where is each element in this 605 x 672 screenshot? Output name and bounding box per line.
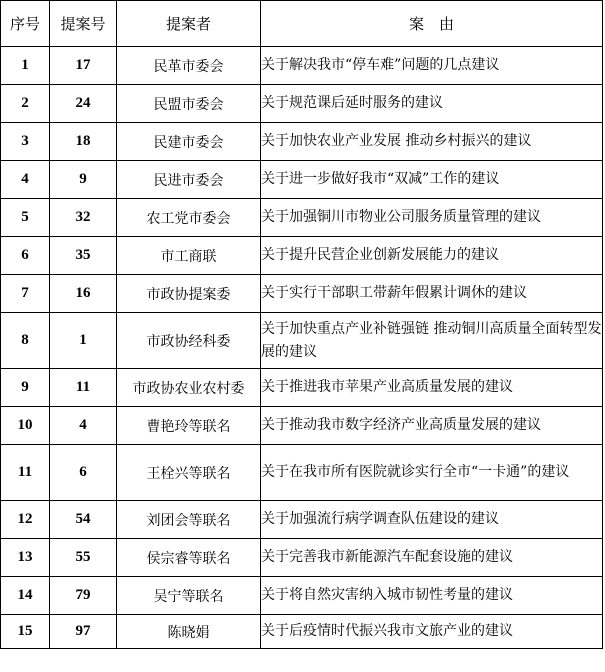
cell-subject: 关于完善我市新能源汽车配套设施的建议 [261,539,603,577]
cell-proposal-no: 6 [50,445,117,501]
cell-proposal-no: 17 [50,47,117,85]
table-row [1,123,603,161]
cell-proposal-no: 55 [50,539,117,577]
cell-subject: 关于实行干部职工带薪年假累计调休的建议 [261,275,603,313]
cell-proposer: 市政协农业农村委 [117,369,261,407]
cell-proposal-no: 16 [50,275,117,313]
table-row [1,199,603,237]
cell-proposer: 民盟市委会 [117,85,261,123]
cell-subject: 关于规范课后延时服务的建议 [261,85,603,123]
cell-proposal-no: 24 [50,85,117,123]
cell-proposer: 市政协提案委 [117,275,261,313]
table-row [1,313,603,369]
cell-seq: 6 [1,237,50,275]
table-row [1,539,603,577]
cell-proposal-no: 32 [50,199,117,237]
table-row [1,161,603,199]
cell-subject: 关于加强铜川市物业公司服务质量管理的建议 [261,199,603,237]
table-row [1,615,603,649]
cell-subject: 关于解决我市“停车难”问题的几点建议 [261,47,603,85]
table-row [1,577,603,615]
cell-proposal-no: 11 [50,369,117,407]
cell-subject: 关于加快农业产业发展 推动乡村振兴的建议 [261,123,603,161]
cell-subject: 关于加强流行病学调查队伍建设的建议 [261,501,603,539]
cell-proposer: 侯宗睿等联名 [117,539,261,577]
cell-seq: 15 [1,615,50,649]
cell-seq: 5 [1,199,50,237]
cell-proposer: 刘团会等联名 [117,501,261,539]
cell-seq: 11 [1,445,50,501]
cell-seq: 7 [1,275,50,313]
cell-subject: 关于进一步做好我市“双减”工作的建议 [261,161,603,199]
table-row [1,237,603,275]
cell-subject: 关于将自然灾害纳入城市韧性考量的建议 [261,577,603,615]
cell-seq: 13 [1,539,50,577]
cell-subject: 关于在我市所有医院就诊实行全市“一卡通”的建议 [261,445,603,501]
header-proposer: 提案者 [117,1,261,47]
cell-proposer: 民建市委会 [117,123,261,161]
header-seq: 序号 [1,1,50,47]
header-subject: 案 由 [261,1,603,47]
cell-subject: 关于加快重点产业补链强链 推动铜川高质量全面转型发展的建议 [261,313,603,369]
cell-proposer: 市工商联 [117,237,261,275]
table-row [1,369,603,407]
cell-proposal-no: 9 [50,161,117,199]
cell-proposer: 农工党市委会 [117,199,261,237]
cell-subject: 关于后疫情时代振兴我市文旅产业的建议 [261,615,603,649]
cell-seq: 3 [1,123,50,161]
table-row [1,85,603,123]
cell-seq: 9 [1,369,50,407]
table-row [1,501,603,539]
cell-proposer: 民革市委会 [117,47,261,85]
table-row [1,47,603,85]
cell-subject: 关于推动我市数字经济产业高质量发展的建议 [261,407,603,445]
cell-seq: 1 [1,47,50,85]
cell-proposer: 吴宁等联名 [117,577,261,615]
header-row [1,1,603,47]
cell-seq: 4 [1,161,50,199]
cell-proposer: 民进市委会 [117,161,261,199]
header-proposal-no: 提案号 [50,1,117,47]
table-row [1,445,603,501]
table-row [1,407,603,445]
cell-seq: 8 [1,313,50,369]
cell-proposal-no: 97 [50,615,117,649]
cell-seq: 2 [1,85,50,123]
table-row [1,275,603,313]
cell-proposal-no: 4 [50,407,117,445]
cell-seq: 14 [1,577,50,615]
cell-proposal-no: 35 [50,237,117,275]
cell-proposal-no: 18 [50,123,117,161]
cell-proposer: 市政协经科委 [117,313,261,369]
cell-seq: 10 [1,407,50,445]
cell-seq: 12 [1,501,50,539]
cell-proposal-no: 79 [50,577,117,615]
cell-subject: 关于推进我市苹果产业高质量发展的建议 [261,369,603,407]
cell-subject: 关于提升民营企业创新发展能力的建议 [261,237,603,275]
cell-proposal-no: 54 [50,501,117,539]
cell-proposer: 曹艳玲等联名 [117,407,261,445]
cell-proposal-no: 1 [50,313,117,369]
cell-proposer: 王栓兴等联名 [117,445,261,501]
cell-proposer: 陈晓娟 [117,615,261,649]
